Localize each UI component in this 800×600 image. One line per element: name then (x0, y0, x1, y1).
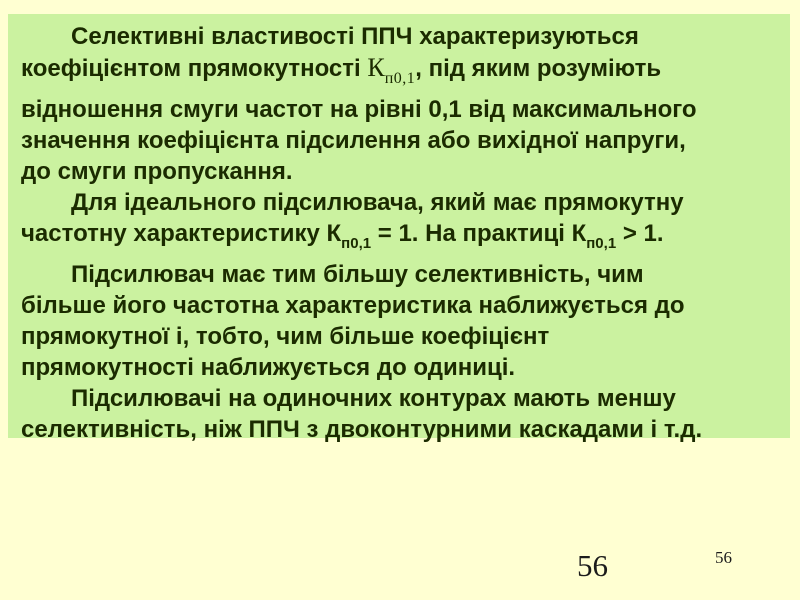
text-line (21, 321, 784, 352)
text-line (21, 156, 784, 187)
text-line (21, 52, 784, 94)
formula-k-rectangularity (571, 220, 617, 252)
text-run: Селективні властивості ППЧ характеризуються (71, 23, 639, 50)
content-text-box (8, 14, 790, 443)
text-line (21, 125, 784, 156)
text-run: Для ідеального підсилювача, який має прямокутну (71, 189, 684, 216)
formula-k-rectangularity (326, 220, 372, 252)
text-line (21, 94, 784, 125)
text-run: прямокутності наближується до одиниці. (21, 354, 516, 381)
text-run: селективність, ніж ППЧ з двоконтурними каскадами і т.д. (21, 416, 703, 443)
text-line (21, 218, 784, 259)
formula-base: К (367, 53, 385, 82)
text-line (21, 21, 784, 52)
text-line (21, 187, 784, 218)
text-run: більше його частотна характеристика наближується до (21, 292, 685, 319)
paragraph (21, 187, 784, 259)
text-run: прямокутної і, тобто, чим більше коефіцієнт (21, 323, 550, 350)
text-run: значення коефіцієнта підсилення або вихідної напруги, (21, 127, 686, 154)
text-line (21, 414, 784, 445)
text-line (21, 290, 784, 321)
text-run: коефіцієнтом прямокутності (21, 55, 368, 82)
formula-subscript: п0,1 (341, 235, 372, 252)
formula-base: К (571, 220, 587, 247)
text-run: Підсилювач має тим більшу селективність, чим (71, 261, 644, 288)
formula-base: К (326, 220, 342, 247)
text-run: , під яким розуміють (415, 55, 662, 82)
formula-k-rectangularity (367, 53, 416, 87)
paragraph (21, 21, 784, 187)
text-run: Підсилювачі на одиночних контурах мають меншу (71, 385, 676, 412)
text-run: відношення смуги частот на рівні 0,1 від максимального (21, 96, 697, 123)
text-run: до смуги пропускання. (21, 158, 293, 185)
formula-subscript: п0,1 (586, 235, 617, 252)
slide-number-large: 56 (577, 548, 608, 583)
paragraph (21, 383, 784, 445)
text-line (21, 383, 784, 414)
text-run: = 1. На практиці (371, 220, 572, 247)
paragraph (21, 259, 784, 383)
text-line (21, 259, 784, 290)
slide-number-small: 56 (715, 548, 732, 567)
text-line (21, 352, 784, 383)
text-run: частотну характеристику (21, 220, 327, 247)
text-run: > 1. (616, 220, 664, 247)
formula-subscript: п0,1 (384, 70, 416, 87)
